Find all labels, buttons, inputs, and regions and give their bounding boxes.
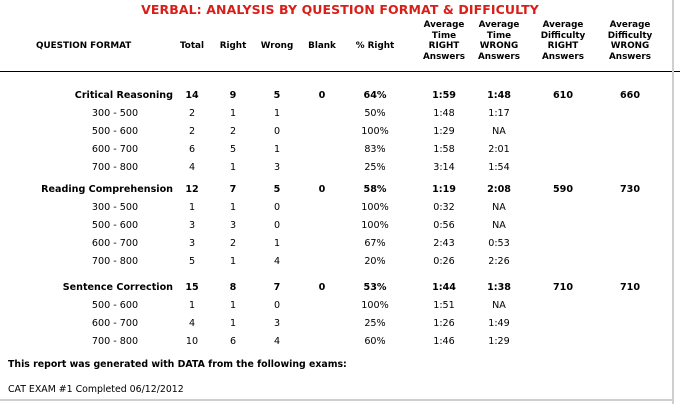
avg-time-wrong-cell: 1:49 — [488, 318, 510, 329]
total-cell: 2 — [188, 108, 196, 119]
avg-difficulty-right-cell: 590 — [552, 184, 574, 195]
wrong-cell: 3 — [273, 318, 281, 329]
pct-right-cell: 83% — [364, 144, 386, 155]
avg-time-wrong-cell: 0:53 — [488, 238, 510, 249]
difficulty-range: 600 - 700 — [91, 144, 139, 155]
avg-time-wrong-cell: 1:48 — [487, 90, 511, 101]
difficulty-range: 600 - 700 — [91, 318, 139, 329]
difficulty-range: 500 - 600 — [91, 126, 139, 137]
difficulty-range-row — [0, 298, 670, 314]
total-cell: 12 — [185, 184, 199, 195]
pct-right-cell: 100% — [361, 202, 389, 213]
right-cell: 1 — [229, 256, 237, 267]
right-cell: 1 — [229, 300, 237, 311]
exam-entry: CAT EXAM #1 Completed 06/12/2012 — [8, 384, 184, 395]
group-row — [0, 182, 670, 198]
avg-time-right-cell: 0:32 — [433, 202, 455, 213]
avg-time-right-cell: 1:48 — [433, 108, 455, 119]
avg-time-wrong-cell: 1:54 — [488, 162, 510, 173]
difficulty-range: 700 - 800 — [91, 336, 139, 347]
pct-right-cell: 50% — [364, 108, 386, 119]
total-cell: 3 — [188, 238, 196, 249]
window-border-right — [672, 0, 674, 404]
header-divider — [0, 71, 680, 72]
right-cell: 5 — [229, 144, 237, 155]
avg-time-wrong-cell: 2:01 — [488, 144, 510, 155]
report-title: VERBAL: ANALYSIS BY QUESTION FORMAT & DIFFICULTY — [141, 2, 539, 17]
right-cell: 7 — [229, 184, 237, 195]
total-cell: 3 — [188, 220, 196, 231]
wrong-cell: 0 — [273, 220, 281, 231]
difficulty-range: 600 - 700 — [91, 238, 139, 249]
header-question-format: QUESTION FORMAT — [36, 41, 132, 51]
window-border-bottom — [0, 399, 674, 401]
pct-right-cell: 67% — [364, 238, 386, 249]
difficulty-range: 700 - 800 — [91, 256, 139, 267]
right-cell: 3 — [229, 220, 237, 231]
right-cell: 1 — [229, 162, 237, 173]
avg-time-right-cell: 1:59 — [432, 90, 456, 101]
avg-time-wrong-cell: 2:08 — [487, 184, 511, 195]
avg-time-wrong-cell: NA — [492, 202, 506, 213]
pct-right-cell: 25% — [364, 318, 386, 329]
header-right: Right — [219, 41, 247, 51]
pct-right-cell: 100% — [361, 300, 389, 311]
difficulty-range-row — [0, 334, 670, 350]
difficulty-range-row — [0, 124, 670, 140]
header-avg-time-right: Average Time RIGHT Answers — [423, 20, 465, 62]
difficulty-range-row — [0, 142, 670, 158]
avg-time-right-cell: 0:26 — [433, 256, 455, 267]
header-pct-right: % Right — [355, 41, 395, 51]
wrong-cell: 0 — [273, 300, 281, 311]
header-total: Total — [179, 41, 205, 51]
avg-difficulty-wrong-cell: 710 — [619, 282, 641, 293]
avg-time-right-cell: 1:51 — [433, 300, 455, 311]
total-cell: 15 — [185, 282, 199, 293]
avg-time-right-cell: 3:14 — [433, 162, 455, 173]
total-cell: 5 — [188, 256, 196, 267]
group-row — [0, 88, 670, 104]
avg-difficulty-right-cell: 710 — [552, 282, 574, 293]
avg-time-right-cell: 1:19 — [432, 184, 456, 195]
difficulty-range: 300 - 500 — [91, 108, 139, 119]
group-row — [0, 280, 670, 296]
difficulty-range-row — [0, 106, 670, 122]
question-format-name: Sentence Correction — [62, 282, 173, 293]
difficulty-range-row — [0, 254, 670, 270]
avg-time-wrong-cell: 2:26 — [488, 256, 510, 267]
pct-right-cell: 100% — [361, 220, 389, 231]
pct-right-cell: 100% — [361, 126, 389, 137]
difficulty-range: 500 - 600 — [91, 220, 139, 231]
header-avg-time-wrong: Average Time WRONG Answers — [478, 20, 520, 62]
avg-time-wrong-cell: 1:29 — [488, 336, 510, 347]
total-cell: 10 — [185, 336, 199, 347]
blank-cell: 0 — [318, 282, 326, 293]
difficulty-range: 300 - 500 — [91, 202, 139, 213]
header-avg-difficulty-wrong: Average Difficulty WRONG Answers — [607, 20, 653, 62]
total-cell: 4 — [188, 162, 196, 173]
avg-difficulty-right-cell: 610 — [552, 90, 574, 101]
avg-time-right-cell: 1:29 — [433, 126, 455, 137]
wrong-cell: 1 — [273, 108, 281, 119]
difficulty-range: 500 - 600 — [91, 300, 139, 311]
pct-right-cell: 53% — [363, 282, 387, 293]
question-format-name: Critical Reasoning — [74, 90, 173, 101]
header-blank: Blank — [308, 41, 336, 51]
report-footer-note: This report was generated with DATA from the following exams: — [8, 359, 347, 370]
avg-difficulty-wrong-cell: 730 — [619, 184, 641, 195]
question-format-name: Reading Comprehension — [41, 184, 173, 195]
right-cell: 2 — [229, 238, 237, 249]
avg-time-wrong-cell: NA — [492, 220, 506, 231]
header-wrong: Wrong — [260, 41, 294, 51]
avg-difficulty-wrong-cell: 660 — [619, 90, 641, 101]
right-cell: 2 — [229, 126, 237, 137]
avg-time-right-cell: 1:26 — [433, 318, 455, 329]
avg-time-wrong-cell: NA — [492, 126, 506, 137]
total-cell: 1 — [188, 300, 196, 311]
right-cell: 9 — [229, 90, 237, 101]
difficulty-range: 700 - 800 — [91, 162, 139, 173]
wrong-cell: 0 — [273, 126, 281, 137]
total-cell: 14 — [185, 90, 199, 101]
difficulty-range-row — [0, 200, 670, 216]
right-cell: 1 — [229, 108, 237, 119]
wrong-cell: 4 — [273, 336, 281, 347]
blank-cell: 0 — [318, 90, 326, 101]
right-cell: 1 — [229, 202, 237, 213]
avg-time-wrong-cell: NA — [492, 300, 506, 311]
wrong-cell: 4 — [273, 256, 281, 267]
wrong-cell: 5 — [273, 184, 281, 195]
wrong-cell: 0 — [273, 202, 281, 213]
avg-time-right-cell: 0:56 — [433, 220, 455, 231]
total-cell: 6 — [188, 144, 196, 155]
right-cell: 1 — [229, 318, 237, 329]
avg-time-right-cell: 2:43 — [433, 238, 455, 249]
right-cell: 8 — [229, 282, 237, 293]
wrong-cell: 1 — [273, 144, 281, 155]
avg-time-right-cell: 1:44 — [432, 282, 456, 293]
pct-right-cell: 25% — [364, 162, 386, 173]
difficulty-range-row — [0, 236, 670, 252]
pct-right-cell: 60% — [364, 336, 386, 347]
total-cell: 4 — [188, 318, 196, 329]
pct-right-cell: 20% — [364, 256, 386, 267]
avg-time-wrong-cell: 1:17 — [488, 108, 510, 119]
wrong-cell: 1 — [273, 238, 281, 249]
difficulty-range-row — [0, 316, 670, 332]
wrong-cell: 7 — [273, 282, 281, 293]
wrong-cell: 3 — [273, 162, 281, 173]
total-cell: 2 — [188, 126, 196, 137]
header-avg-difficulty-right: Average Difficulty RIGHT Answers — [540, 20, 586, 62]
avg-time-wrong-cell: 1:38 — [487, 282, 511, 293]
wrong-cell: 5 — [273, 90, 281, 101]
right-cell: 6 — [229, 336, 237, 347]
total-cell: 1 — [188, 202, 196, 213]
blank-cell: 0 — [318, 184, 326, 195]
difficulty-range-row — [0, 218, 670, 234]
avg-time-right-cell: 1:58 — [433, 144, 455, 155]
difficulty-range-row — [0, 160, 670, 176]
avg-time-right-cell: 1:46 — [433, 336, 455, 347]
pct-right-cell: 64% — [363, 90, 387, 101]
pct-right-cell: 58% — [363, 184, 387, 195]
